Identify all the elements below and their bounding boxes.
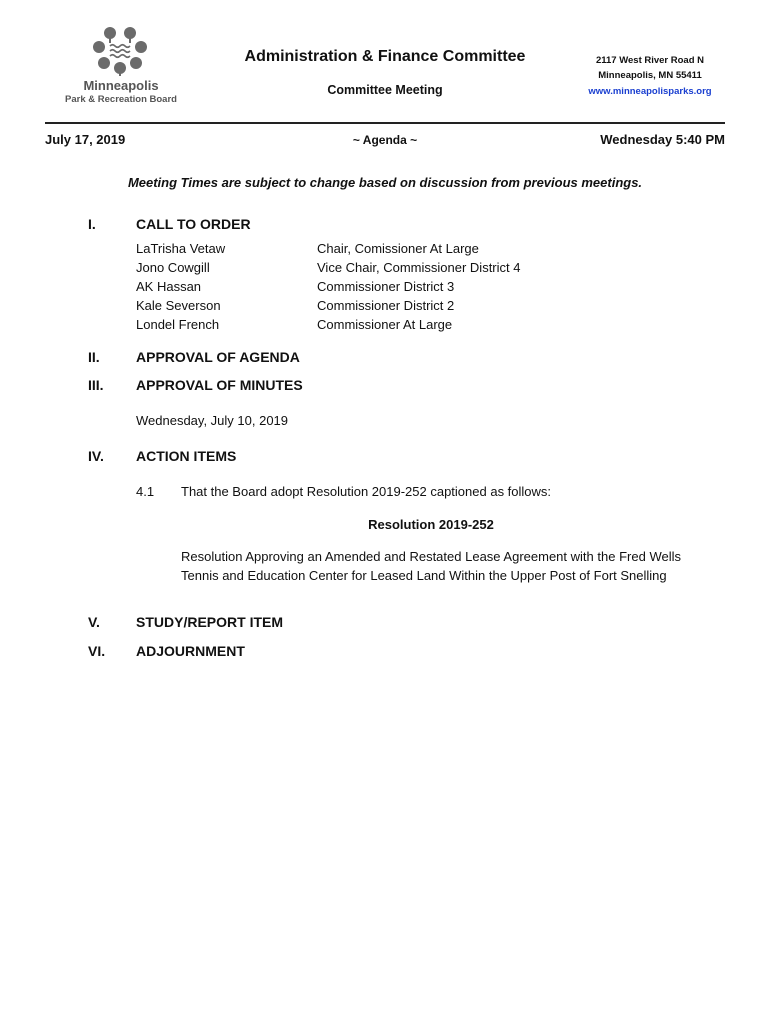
minutes-date: Wednesday, July 10, 2019 bbox=[136, 413, 289, 428]
member-role: Commissioner District 2 bbox=[317, 298, 455, 313]
tree-cluster-logo-icon bbox=[92, 26, 148, 76]
member-name: Kale Severson bbox=[136, 298, 221, 313]
organization-logo bbox=[62, 26, 180, 106]
section-number: II. bbox=[88, 349, 100, 365]
section-number: VI. bbox=[88, 643, 106, 659]
member-role: Chair, Comissioner At Large bbox=[317, 241, 479, 256]
section-number: I. bbox=[88, 216, 96, 232]
member-name: AK Hassan bbox=[136, 279, 202, 294]
section-title-approval-of-agenda: APPROVAL OF AGENDA bbox=[136, 349, 300, 365]
member-role: Commissioner District 3 bbox=[317, 279, 455, 294]
section-title-call-to-order: CALL TO ORDER bbox=[136, 216, 251, 232]
action-item-number: 4.1 bbox=[136, 484, 155, 499]
resolution-title: Resolution 2019-252 bbox=[368, 517, 494, 532]
section-number: IV. bbox=[88, 448, 104, 464]
logo-subtitle: Park & Recreation Board bbox=[65, 94, 177, 105]
meeting-type: Committee Meeting bbox=[327, 83, 443, 97]
committee-title: Administration & Finance Committee bbox=[244, 48, 526, 65]
member-name: LaTrisha Vetaw bbox=[136, 241, 226, 256]
website-link[interactable]: www.minneapolisparks.org bbox=[588, 86, 712, 97]
schedule-notice: Meeting Times are subject to change based on discussion from previous meetings. bbox=[127, 175, 643, 190]
meeting-day-time: Wednesday 5:40 PM bbox=[600, 132, 725, 147]
member-role: Vice Chair, Commissioner District 4 bbox=[317, 260, 521, 275]
logo-name: Minneapolis bbox=[83, 78, 159, 93]
member-role: Commissioner At Large bbox=[317, 317, 453, 332]
section-number: V. bbox=[88, 614, 100, 630]
section-title-study-report: STUDY/REPORT ITEM bbox=[136, 614, 284, 630]
header-divider bbox=[45, 122, 725, 124]
agenda-label: ~ Agenda ~ bbox=[352, 133, 418, 147]
address-line-1: 2117 West River Road N bbox=[595, 55, 705, 66]
section-title-action-items: ACTION ITEMS bbox=[136, 448, 237, 464]
resolution-body: Resolution Approving an Amended and Restated Lease Agreement with the Fred Wells Tennis and Education Center for Leased Land Within the Upper Post of Fort Snelling bbox=[181, 549, 681, 583]
section-title-approval-of-minutes: APPROVAL OF MINUTES bbox=[136, 377, 303, 393]
section-number: III. bbox=[88, 377, 104, 393]
meeting-date: July 17, 2019 bbox=[45, 132, 126, 147]
section-title-adjournment: ADJOURNMENT bbox=[136, 643, 245, 659]
action-item-text: That the Board adopt Resolution 2019-252 captioned as follows: bbox=[181, 484, 552, 499]
address-line-2: Minneapolis, MN 55411 bbox=[598, 70, 702, 81]
member-name: Londel French bbox=[136, 317, 220, 332]
member-name: Jono Cowgill bbox=[136, 260, 210, 275]
